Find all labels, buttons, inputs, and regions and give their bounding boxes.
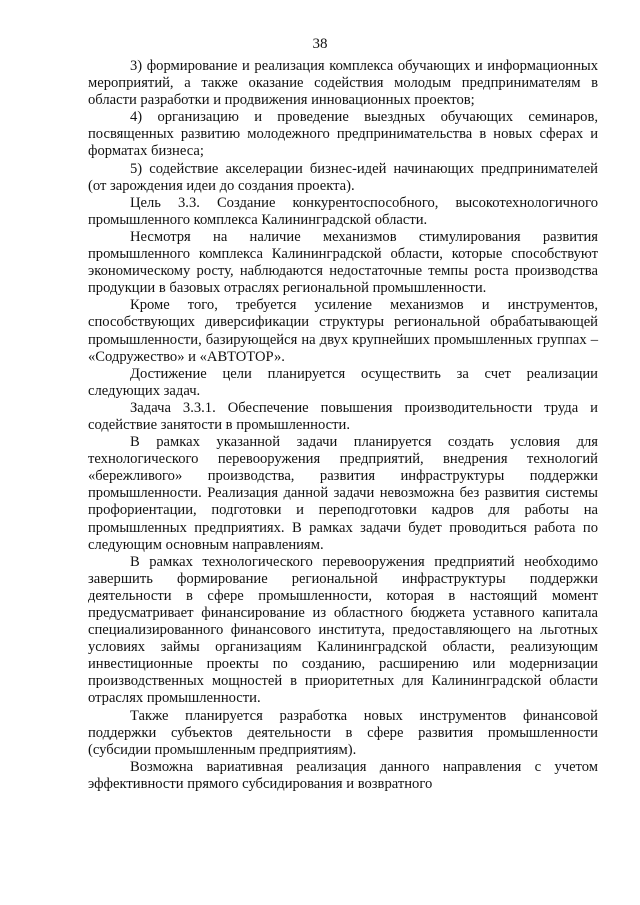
paragraph: Возможна вариативная реализация данного направления с учетом эффективности прямого субсидирования и возвратного — [88, 758, 598, 792]
paragraph: В рамках технологического перевооружения предприятий необходимо завершить формирование региональной инфраструктуры поддержки деятельности в сфере промышленности, которая в настоящий момент предусматривает финансирование из областного бюджета уставного капитала специализированного финансового института, предоставляющего на льготных условиях займы организациям Калининградской области, реализующим инвестиционные проекты по созданию, расширению или модернизации производственных мощностей в приоритетных для Калининградской области отраслях промышленности. — [88, 553, 598, 707]
paragraph: Несмотря на наличие механизмов стимулирования развития промышленного комплекса Калининградской области, которые способствуют экономическому росту, наблюдаются недостаточные темпы роста производства продукции в базовых отраслях региональной промышленности. — [88, 228, 598, 297]
paragraph: В рамках указанной задачи планируется создать условия для технологического перевооружения предприятий, внедрения технологий «бережливого» производства, развития инфраструктуры поддержки промышленности. Реализация данной задачи невозможна без развития системы профориентации, подготовки и переподготовки кадров для работы на промышленных предприятиях. В рамках задачи будет проводиться работа по следующим основным направлениям. — [88, 434, 598, 553]
paragraph-item-4: 4) организацию и проведение выездных обучающих семинаров, посвященных развитию молодежного предпринимательства в новых сферах и форматах бизнеса; — [88, 109, 598, 160]
page-number: 38 — [312, 36, 328, 52]
paragraph-task-3-3-1: Задача 3.3.1. Обеспечение повышения производительности труда и содействие занятости в промышленности. — [88, 399, 598, 433]
paragraph: Также планируется разработка новых инструментов финансовой поддержки субъектов деятельности в сфере развития промышленности (субсидии промышленным предприятиям). — [88, 707, 598, 758]
paragraph: Кроме того, требуется усиление механизмов и инструментов, способствующих диверсификации структуры региональной обрабатывающей промышленности, базирующейся на двух крупнейших промышленных группах – «Содружество» и «АВТОТОР». — [88, 297, 598, 365]
paragraph-goal-3-3: Цель 3.3. Создание конкурентоспособного, высокотехнологичного промышленного комплекса Калининградской области. — [88, 194, 598, 228]
paragraph-item-5: 5) содействие акселерации бизнес-идей начинающих предпринимателей (от зарождения идеи до создания проекта). — [88, 160, 598, 194]
paragraph-item-3: 3) формирование и реализация комплекса обучающих и информационных мероприятий, а также оказание содействия молодым предпринимателям в области разработки и продвижения инновационных проектов; — [88, 58, 598, 109]
document-body — [88, 58, 598, 793]
paragraph: Достижение цели планируется осуществить за счет реализации следующих задач. — [88, 365, 598, 399]
